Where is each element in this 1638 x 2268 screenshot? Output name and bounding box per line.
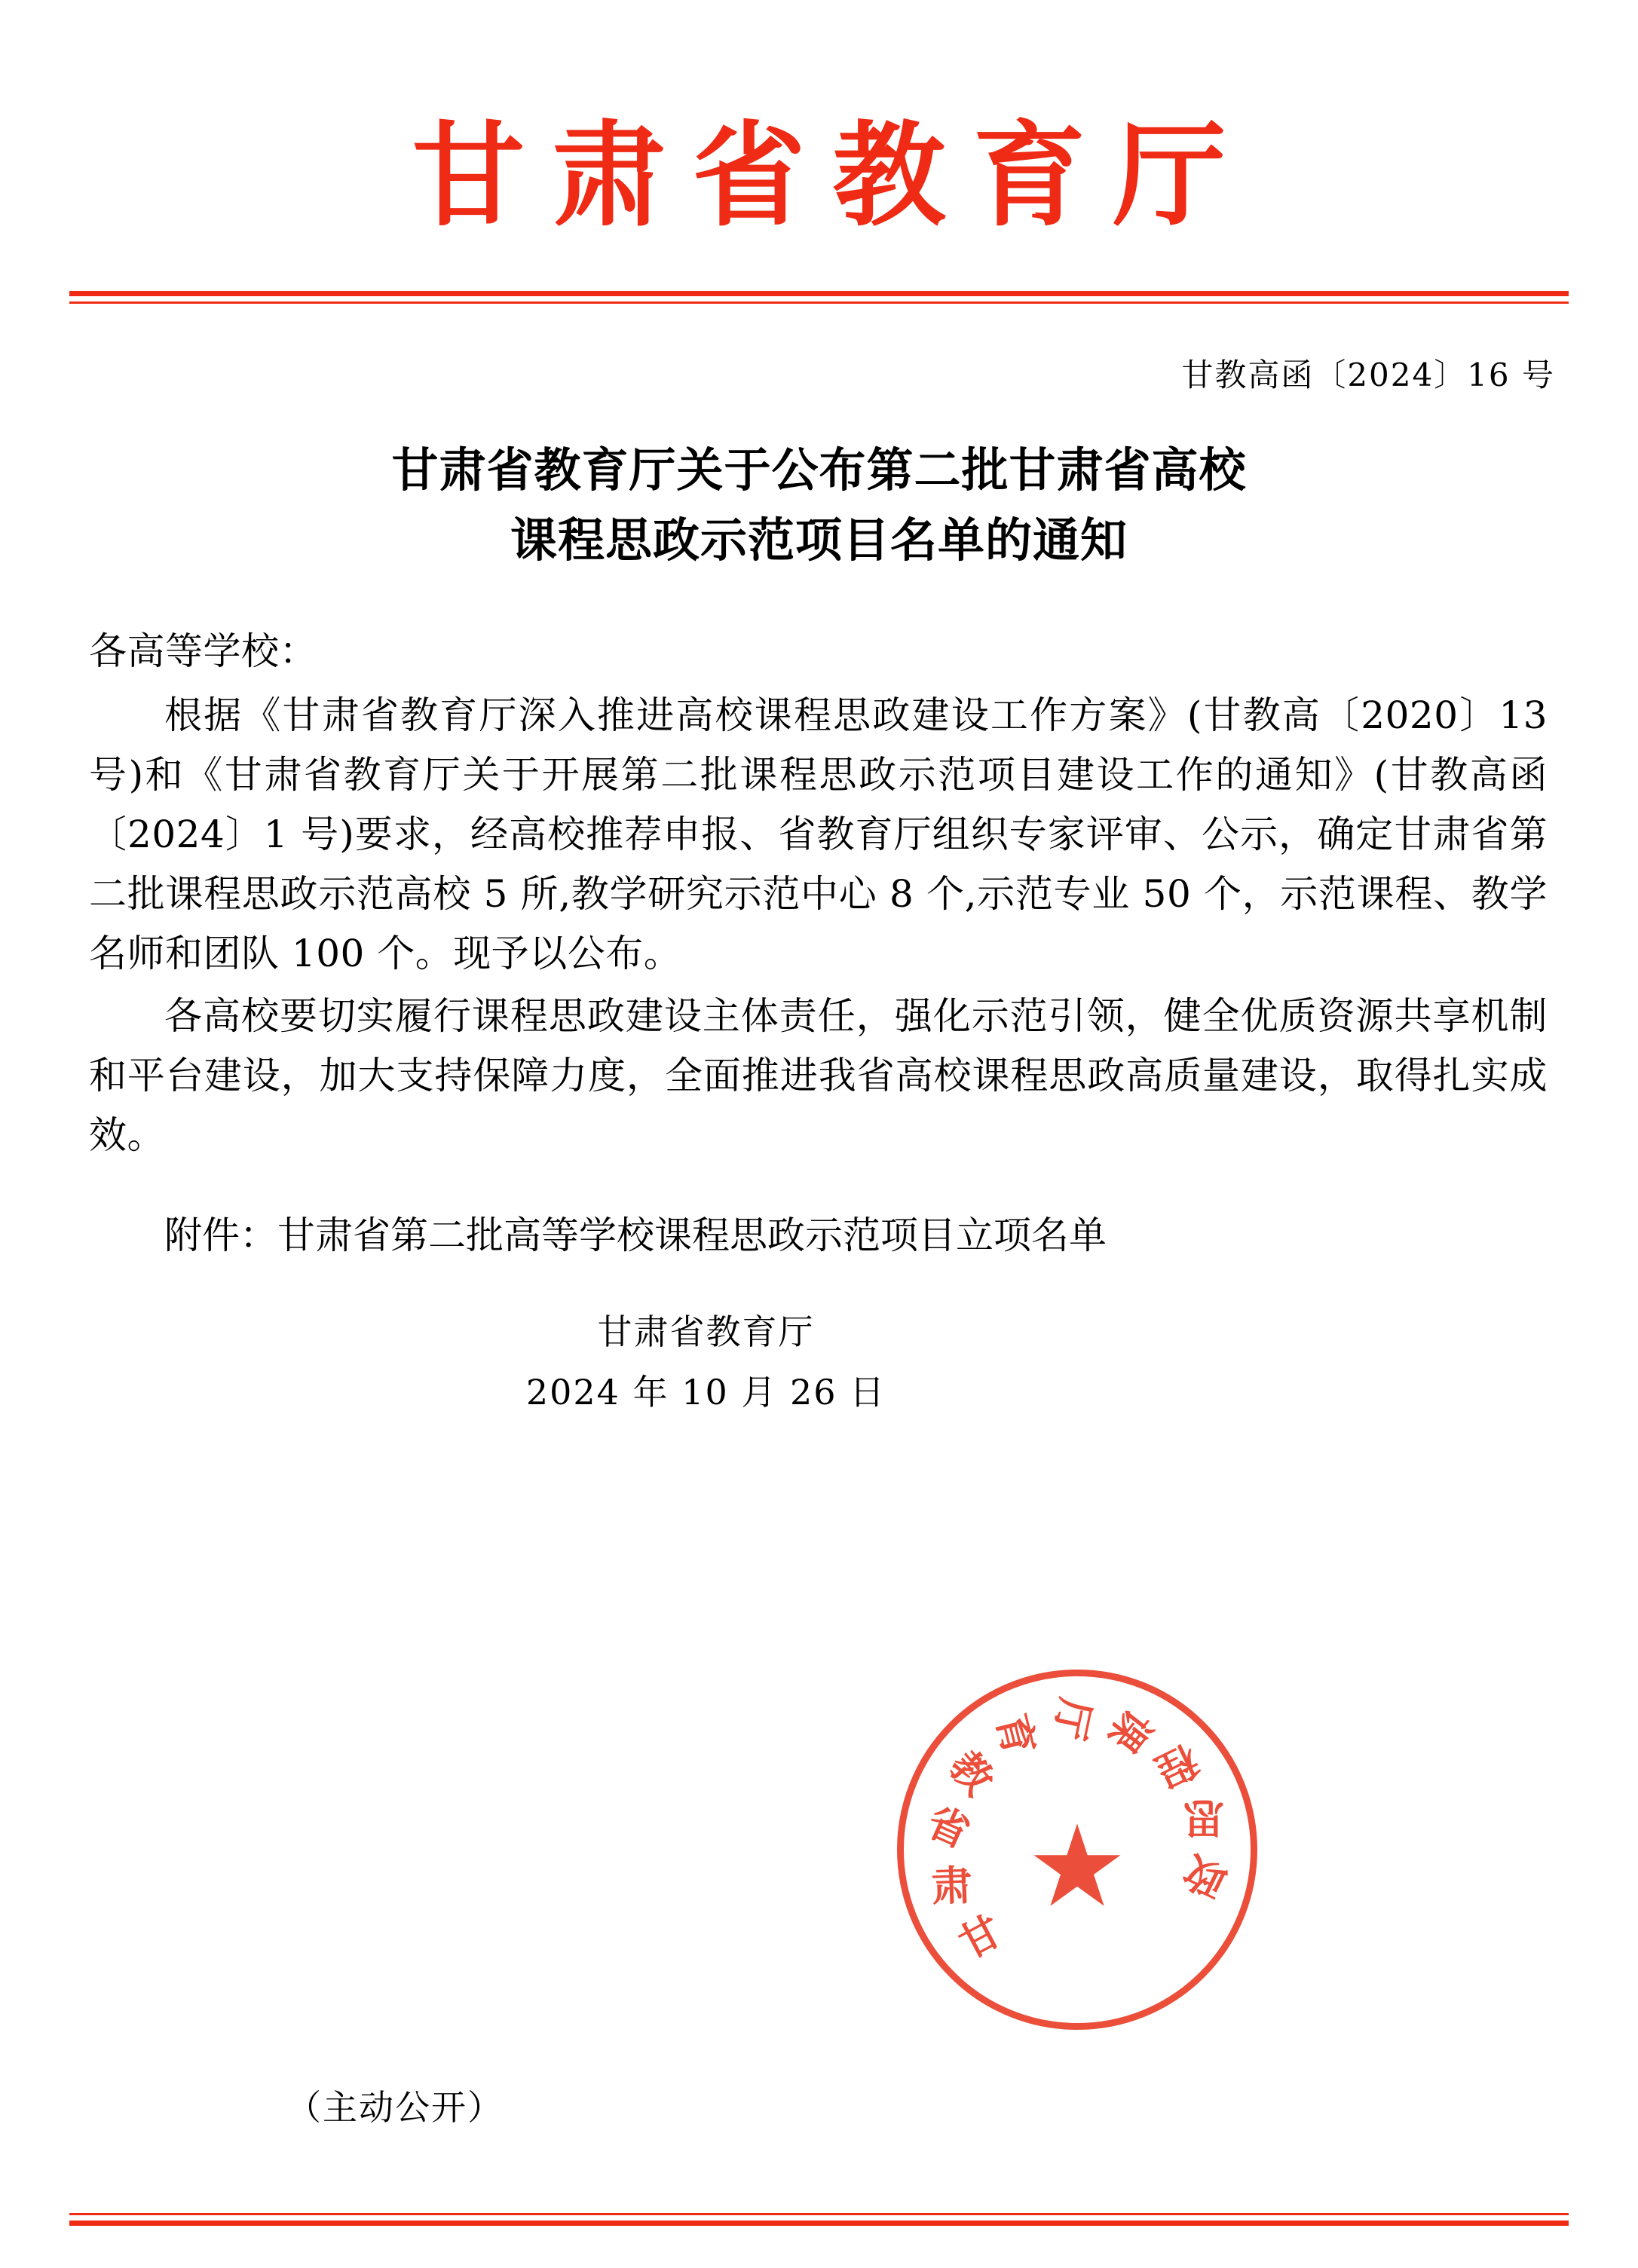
header-red-rules	[69, 291, 1569, 304]
salutation: 各高等学校：	[89, 629, 317, 673]
footer-rule-gap	[69, 2215, 1569, 2221]
page-title-line-2: 课程思政示范项目名单的通知	[510, 512, 1128, 568]
header-rule-gap	[69, 296, 1569, 301]
document-number: 甘教高函〔2024〕16 号	[1181, 356, 1555, 393]
attachment-line: 附件：甘肃省第二批高等学校课程思政示范项目立项名单	[164, 1213, 1107, 1257]
footer-red-rules	[69, 2213, 1569, 2226]
header-rule-thick	[69, 291, 1569, 296]
public-disclosure-mark: （主动公开）	[286, 2087, 504, 2128]
signature-organization: 甘肃省教育厅	[597, 1311, 815, 1352]
document-header	[0, 0, 1638, 247]
page-title-line-1: 甘肃省教育厅关于公布第二批甘肃省高校	[391, 442, 1247, 497]
signature-block	[0, 1302, 1412, 1423]
issuing-organization-title: 甘肃省教育厅	[412, 109, 1254, 242]
footer-rule-thick	[69, 2221, 1569, 2226]
signature-date: 2024 年 10 月 26 日	[525, 1372, 886, 1413]
official-seal-icon: 甘 肃 省 教 育 厅 课 程 思 政 ★	[897, 1670, 1257, 2030]
body-paragraph-2: 各高校要切实履行课程思政建设主体责任，强化示范引领，健全优质资源共享机制和平台建设，加大支持保障力度，全面推进我省高校课程思政高质量建设，取得扎实成效。	[89, 993, 1548, 1157]
header-rule-thin	[69, 301, 1569, 304]
page-title	[113, 435, 1525, 575]
body-paragraph-1: 根据《甘肃省教育厅深入推进高校课程思政建设工作方案》(甘教高〔2020〕13 号)和《甘肃省教育厅关于开展第二批课程思政示范项目建设工作的通知》(甘教高函〔2024〕1 号)要求，经高校推荐申报、省教育厅组织专家评审、公示，确定甘肃省第二批课程思政示范高校 5 所,教学研究示范中心 8 个,示范专业 50 个，示范课程、教学名师和团队 100 个。现予以公布。	[89, 693, 1548, 975]
seal-ring-text: 甘 肃 省 教 育 厅 课 程 思 政	[920, 1694, 1234, 1968]
document-body	[89, 622, 1548, 1165]
